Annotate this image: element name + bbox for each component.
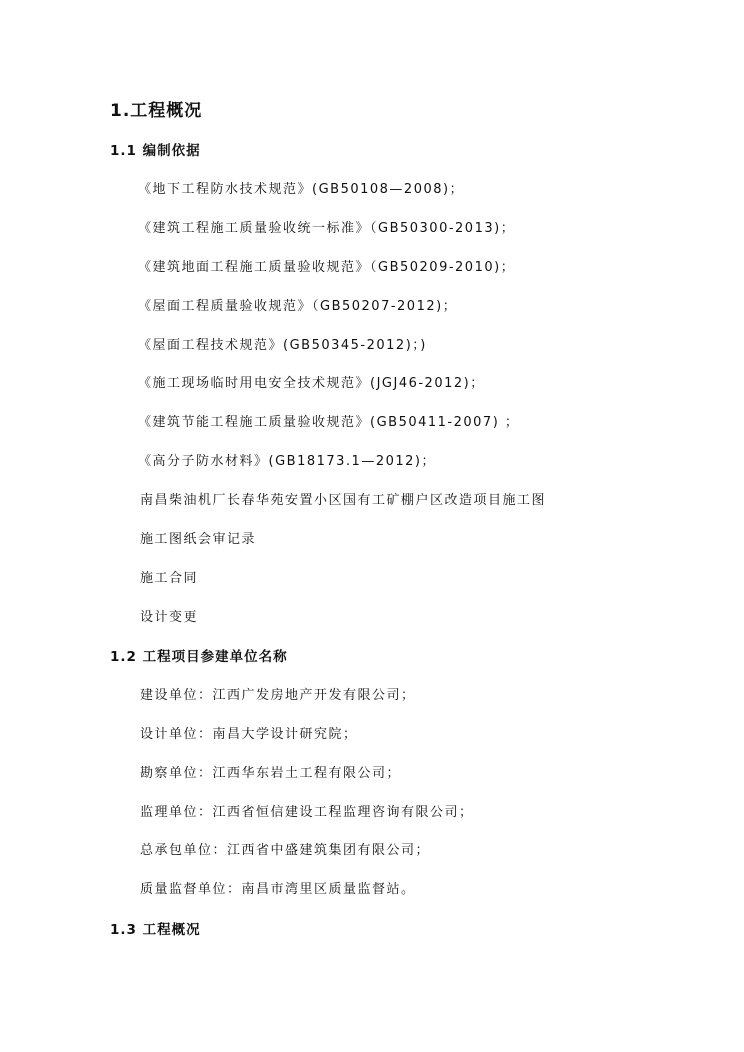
reference-item: 《建筑工程施工质量验收统一标准》（GB50300-2013)； [138, 221, 516, 236]
reference-item: 施工合同 [140, 571, 199, 586]
reference-item: 设计变更 [140, 610, 199, 625]
reference-item: 《高分子防水材料》(GB18173.1—2012)； [138, 454, 436, 469]
participant-item: 总承包单位：江西省中盛建筑集团有限公司； [140, 843, 431, 858]
participant-item: 建设单位：江西广发房地产开发有限公司； [140, 688, 416, 703]
reference-item: 《地下工程防水技术规范》(GB50108—2008)； [138, 182, 465, 197]
reference-item: 《建筑节能工程施工质量验收规范》(GB50411-2007) ； [138, 415, 520, 430]
reference-item: 《屋面工程技术规范》(GB50345-2012)；) [138, 338, 427, 353]
section-heading-1-3: 1.3 工程概况 [110, 922, 201, 938]
section-heading-1-2: 1.2 工程项目参建单位名称 [110, 649, 288, 665]
reference-item: 《屋面工程质量验收规范》（GB50207-2012)； [138, 299, 458, 314]
participant-item: 勘察单位：江西华东岩土工程有限公司； [140, 766, 402, 781]
participant-item: 质量监督单位：南昌市湾里区质量监督站。 [140, 882, 416, 897]
section-heading-1-1: 1.1 编制依据 [110, 143, 201, 159]
chapter-heading: 1.工程概况 [110, 101, 203, 121]
reference-item: 南昌柴油机厂长春华苑安置小区国有工矿棚户区改造项目施工图 [140, 493, 547, 508]
reference-item: 施工图纸会审记录 [140, 532, 257, 547]
reference-item: 《建筑地面工程施工质量验收规范》（GB50209-2010)； [138, 260, 516, 275]
participant-item: 设计单位：南昌大学设计研究院； [140, 727, 358, 742]
participant-item: 监理单位：江西省恒信建设工程监理咨询有限公司； [140, 805, 474, 820]
reference-item: 《施工现场临时用电安全技术规范》(JGJ46-2012)； [138, 376, 485, 391]
